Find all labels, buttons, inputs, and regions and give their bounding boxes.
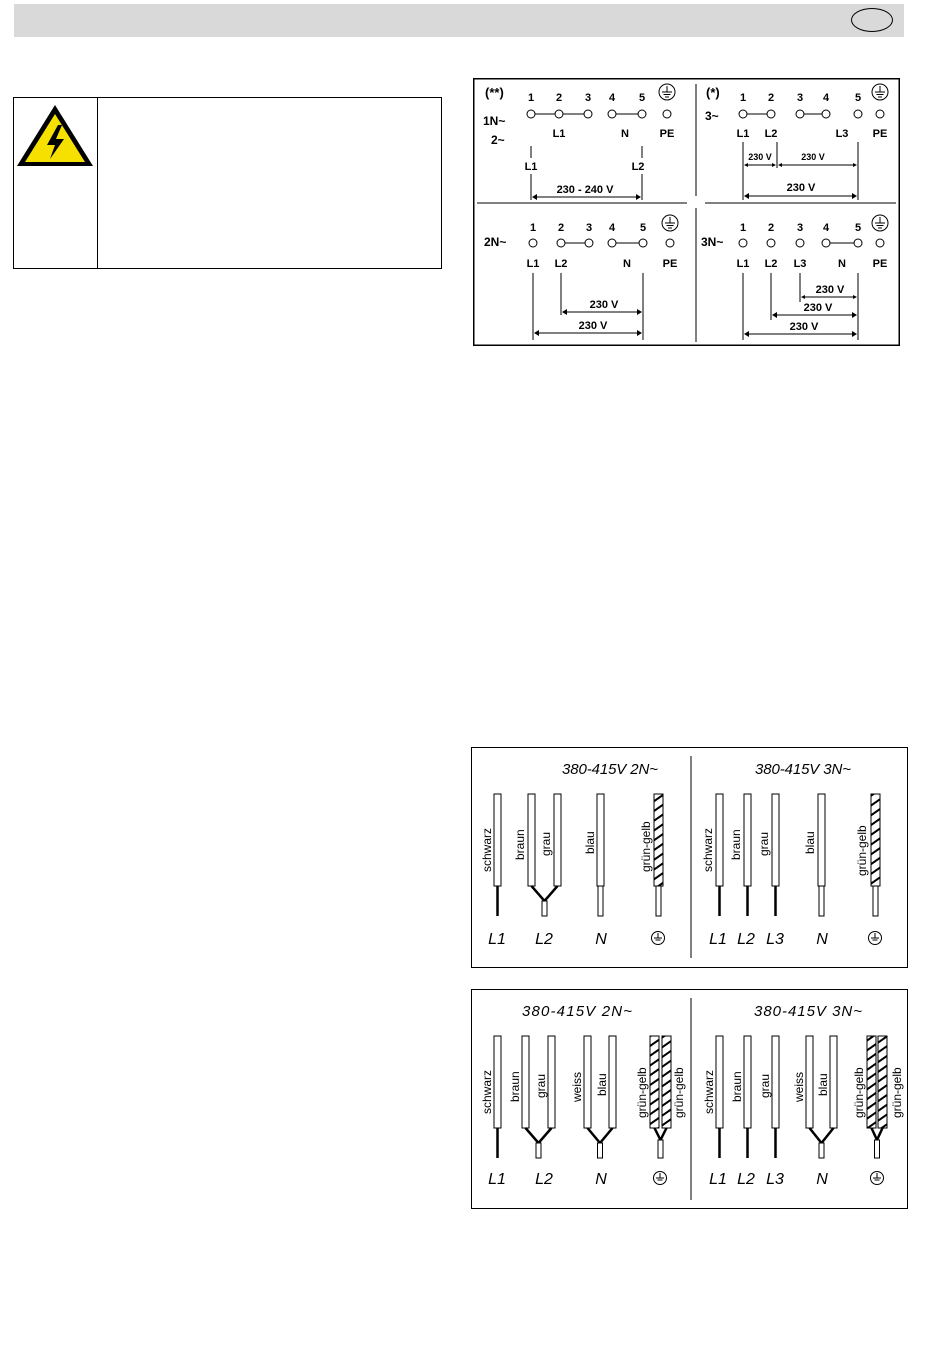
svg-text:5: 5 (639, 222, 647, 234)
svg-text:L1: L1 (736, 258, 750, 270)
svg-text:3: 3 (796, 92, 804, 104)
svg-text:2: 2 (767, 222, 775, 234)
svg-text:braun: braun (729, 829, 743, 860)
panel-2n (484, 215, 678, 340)
svg-text:L2: L2 (554, 258, 568, 270)
svg-text:230 V: 230 V (801, 152, 825, 162)
svg-text:weiss: weiss (792, 1071, 806, 1102)
svg-text:braun: braun (513, 829, 527, 860)
svg-text:1N~: 1N~ (483, 114, 506, 128)
svg-text:L1: L1 (488, 1171, 506, 1188)
warning-box (13, 97, 442, 269)
svg-text:L1: L1 (526, 258, 540, 270)
svg-text:2: 2 (767, 92, 775, 104)
svg-text:grün-gelb: grün-gelb (639, 821, 653, 872)
svg-text:blau: blau (816, 1073, 830, 1096)
svg-text:L1: L1 (709, 1171, 727, 1188)
svg-text:N: N (838, 258, 846, 270)
svg-text:3: 3 (585, 222, 593, 234)
earth-symbol-icon (869, 932, 882, 945)
svg-text:230 V: 230 V (578, 320, 608, 332)
svg-text:braun: braun (730, 1071, 744, 1102)
svg-text:N: N (595, 1171, 607, 1188)
svg-text:1: 1 (529, 222, 537, 234)
earth-symbol-icon (872, 215, 888, 231)
panel1-marker: (**) (485, 85, 504, 100)
title-3n: 380-415V 3N~ (755, 761, 851, 778)
title-2n: 380-415V 2N~ (562, 761, 658, 778)
warning-divider (97, 98, 98, 268)
svg-text:230 V: 230 V (748, 152, 772, 162)
svg-text:L3: L3 (835, 128, 849, 140)
svg-text:5: 5 (854, 92, 862, 104)
svg-text:grün-gelb: grün-gelb (672, 1067, 686, 1118)
svg-text:L2: L2 (737, 931, 755, 948)
svg-text:3N~: 3N~ (701, 235, 724, 249)
svg-text:1: 1 (739, 222, 747, 234)
svg-text:4: 4 (822, 222, 830, 234)
wiring-diagram-5-core (471, 747, 908, 968)
svg-text:1: 1 (527, 92, 535, 104)
svg-text:blau: blau (803, 831, 817, 854)
earth-symbol-icon (652, 932, 665, 945)
svg-text:PE: PE (659, 128, 675, 140)
svg-text:N: N (621, 128, 629, 140)
svg-text:grau: grau (757, 831, 771, 856)
svg-text:schwarz: schwarz (480, 827, 494, 872)
svg-text:braun: braun (508, 1071, 522, 1102)
svg-text:3: 3 (584, 92, 592, 104)
svg-text:2~: 2~ (491, 133, 505, 147)
svg-text:L2: L2 (535, 931, 553, 948)
svg-text:230 V: 230 V (789, 321, 819, 333)
svg-text:N: N (816, 931, 828, 948)
panel-3n (701, 215, 888, 340)
svg-text:230 V: 230 V (803, 302, 833, 314)
svg-text:schwarz: schwarz (480, 1069, 494, 1114)
language-badge (851, 8, 893, 32)
svg-text:N: N (595, 931, 607, 948)
svg-text:L3: L3 (766, 931, 784, 948)
svg-text:2N~: 2N~ (484, 235, 507, 249)
svg-text:4: 4 (822, 92, 830, 104)
earth-symbol-icon (654, 1172, 667, 1185)
svg-text:L2: L2 (737, 1171, 755, 1188)
panel-1n-2 (483, 84, 675, 200)
svg-text:230 - 240 V: 230 - 240 V (556, 184, 614, 196)
svg-text:PE: PE (872, 128, 888, 140)
svg-text:2: 2 (557, 222, 565, 234)
svg-text:L1: L1 (552, 128, 566, 140)
title-3n: 380-415V 3N~ (754, 1003, 862, 1020)
svg-text:N: N (816, 1171, 828, 1188)
svg-text:L1: L1 (488, 931, 506, 948)
svg-text:230 V: 230 V (815, 284, 845, 296)
svg-text:grün-gelb: grün-gelb (852, 1067, 866, 1118)
high-voltage-warning-icon (14, 101, 96, 169)
svg-text:schwarz: schwarz (701, 827, 715, 872)
header-bar (14, 4, 904, 37)
svg-text:L1: L1 (524, 161, 538, 173)
title-2n: 380-415V 2N~ (522, 1003, 632, 1020)
terminal-connection-diagram (473, 78, 900, 346)
svg-text:230 V: 230 V (786, 182, 816, 194)
svg-text:grau: grau (758, 1073, 772, 1098)
svg-text:3: 3 (796, 222, 804, 234)
svg-text:PE: PE (662, 258, 678, 270)
svg-text:2: 2 (555, 92, 563, 104)
earth-symbol-icon (662, 215, 678, 231)
svg-text:PE: PE (872, 258, 888, 270)
svg-text:L3: L3 (766, 1171, 784, 1188)
svg-text:5: 5 (638, 92, 646, 104)
svg-text:L2: L2 (764, 258, 778, 270)
svg-text:4: 4 (608, 222, 616, 234)
svg-text:blau: blau (595, 1073, 609, 1096)
svg-text:L1: L1 (736, 128, 750, 140)
svg-text:L2: L2 (535, 1171, 553, 1188)
svg-text:L3: L3 (793, 258, 807, 270)
svg-text:L1: L1 (709, 931, 727, 948)
svg-text:3~: 3~ (705, 109, 719, 123)
svg-text:230 V: 230 V (589, 299, 619, 311)
wiring-diagram-7-core (471, 989, 908, 1209)
svg-text:grün-gelb: grün-gelb (890, 1067, 904, 1118)
svg-text:1: 1 (739, 92, 747, 104)
earth-symbol-icon (872, 84, 888, 100)
svg-text:L2: L2 (764, 128, 778, 140)
panel-3 (705, 84, 888, 200)
svg-text:grau: grau (534, 1073, 548, 1098)
svg-text:grün-gelb: grün-gelb (855, 825, 869, 876)
svg-text:4: 4 (608, 92, 616, 104)
svg-text:weiss: weiss (570, 1071, 584, 1102)
earth-symbol-icon (871, 1172, 884, 1185)
earth-symbol-icon (659, 84, 675, 100)
svg-text:blau: blau (583, 831, 597, 854)
svg-text:N: N (623, 258, 631, 270)
svg-text:(*): (*) (706, 85, 720, 100)
svg-text:grün-gelb: grün-gelb (635, 1067, 649, 1118)
svg-text:grau: grau (539, 831, 553, 856)
svg-text:L2: L2 (631, 161, 645, 173)
svg-text:schwarz: schwarz (702, 1069, 716, 1114)
svg-text:5: 5 (854, 222, 862, 234)
